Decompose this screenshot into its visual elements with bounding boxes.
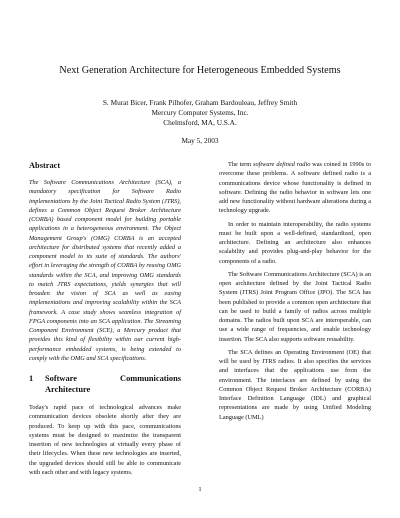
section-1-paragraph-1: Today's rapid pace of technological advances make communication devices obsolete shortly after they are produced. To keep up with this pace, communications systems must be designed to maximize the transparent insertion of new technologies at virtually every phase of their lifecycles. When these new technologies are inserted, the upgraded devices should still be able to communicate with each other and with legacy systems. xyxy=(29,404,181,476)
section-1-paragraph-4: The Software Communications Architecture (SCA) is an open architecture defined by the Joint Tactical Radio System (JTRS) Joint Program Office (JPO). The SCA has been published to provide a common open architecture that can be used to build a family of radios across multiple domains. The radios built upon SCA are interoperable, can use a wide range of frequencies, and enable technology insertion. The SCA also supports software reusability. xyxy=(219,270,371,343)
abstract-heading: Abstract xyxy=(29,161,61,170)
left-column xyxy=(29,160,181,481)
section-1-title: Software Communications Architecture xyxy=(45,374,181,394)
section-1-paragraph-3: In order to maintain interoperability, the radio systems must be built upon a well-defined, standardized, open architecture. Defining an architecture also enhances scalability and provides plug-and-play behavior for the components of a radio. xyxy=(219,220,371,265)
section-1-number: 1 xyxy=(29,374,34,383)
section-1-paragraph-5: The SCA defines an Operating Environment (OE) that will be used by JTRS radios. It also specifies the services and interfaces that the applications use from the environment. The interfaces are defined by using the Common Object Request Broker Architecture (CORBA) Interface Definition Language (IDL) and graphical representations are made by using Unified Modeling Language (UML) xyxy=(219,348,371,421)
paragraph-2-rest: was coined in 1990s to overcome these problems. A software defined radio is a communications device whose functionality is defined in software. Defining the radio behavior in software lets one add new functionality without hardware alterations during a technology upgrade. xyxy=(219,161,371,215)
section-1-paragraph-2 xyxy=(219,160,371,216)
author-names: S. Murat Bicer, Frank Pilhofer, Graham Bardouleau, Jeffrey Smith xyxy=(102,98,298,107)
abstract-text: The Software Communications Architecture (SCA), a mandatory specification for Software Radio implementations by the Joint Tactical Radio System (JTRS), defines a Common Object Request Broker Architecture (CORBA) based component model for building portable applications in a heterogeneous environment. The Object Management Group's (OMG) CORBA is an accepted architecture for distributed systems that recently added a component model to its suite of standards. The authors' effort in leveraging the strength of CORBA by reusing OMG standards within the SCA, and improving OMG standards to match JTRS expectations, yields synergies that will broaden the vision of SCA as well as easing implementations and improving scalability within the SCA framework. A case study shows seamless integration of FPGA components into an SCA application. The Streaming Component Environment (SCE), a Mercury product that provides this kind of flexibility within our current high-performance embedded systems, is being extended to comply with the OMG and SCA specifications. xyxy=(29,179,181,362)
page-number: 1 xyxy=(198,486,202,493)
author-location: Chelmsford, MA, U.S.A. xyxy=(163,118,237,127)
right-column xyxy=(219,160,371,426)
section-1-heading xyxy=(29,373,181,395)
paragraph-2-lead: The term xyxy=(228,161,254,168)
paper-title: Next Generation Architecture for Heterogeneous Embedded Systems xyxy=(59,65,341,76)
term-software-defined-radio: software defined radio xyxy=(253,161,311,168)
paper-date: May 5, 2003 xyxy=(181,136,219,145)
author-block xyxy=(40,98,360,128)
author-affiliation: Mercury Computer Systems, Inc. xyxy=(151,108,249,117)
